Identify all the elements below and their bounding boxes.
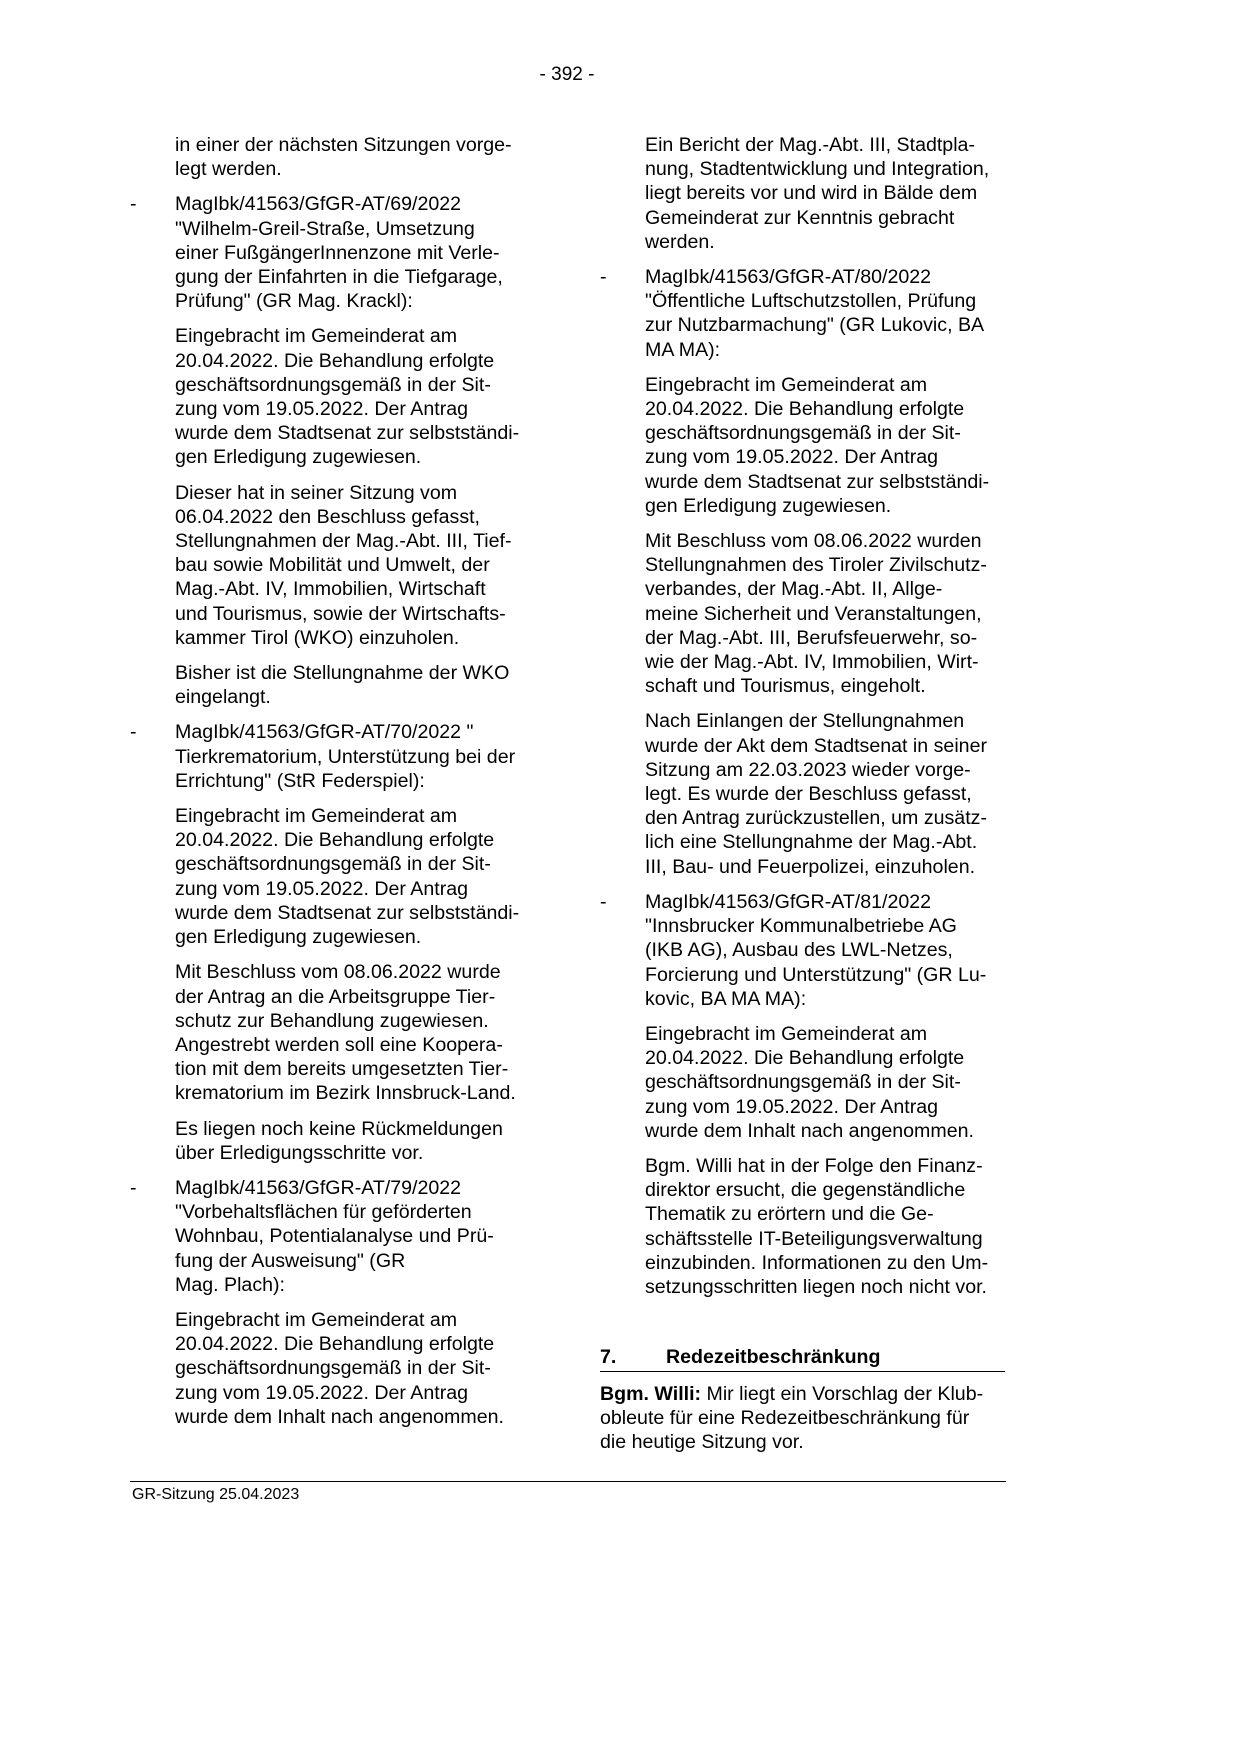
paragraph-line: Eingebracht im Gemeinderat am [645, 1022, 928, 1045]
paragraph-line: liegt bereits vor und wird in Bälde dem [645, 182, 978, 205]
list-item [130, 1176, 550, 1297]
paragraph-line: Gemeinderat zur Kenntnis gebracht [645, 206, 955, 229]
paragraph-line: Mag. Plach): [175, 1273, 285, 1296]
paragraph-line: Eingebracht im Gemeinderat am [175, 805, 458, 828]
paragraph-line: Forcierung und Unterstützung" (GR Lu- [645, 963, 987, 986]
paragraph-line: Es liegen noch keine Rückmeldungen [175, 1117, 503, 1140]
paragraph-line: MagIbk/41563/GfGR-AT/79/2022 [175, 1176, 462, 1199]
paragraph-line: wurde dem Inhalt nach angenommen. [645, 1119, 974, 1142]
paragraph-line: verbandes, der Mag.-Abt. II, Allge- [645, 578, 943, 601]
paragraph-line: zung vom 19.05.2022. Der Antrag [175, 398, 469, 421]
paragraph-line: lich eine Stellungnahme der Mag.-Abt. [645, 831, 978, 854]
paragraph-line: (IKB AG), Ausbau des LWL-Netzes, [645, 939, 953, 962]
paragraph-line: in einer der nächsten Sitzungen vorge- [175, 134, 512, 156]
paragraph-line: der Antrag an die Arbeitsgruppe Tier- [175, 985, 496, 1008]
paragraph-line: schutz zur Behandlung zugewiesen. [175, 1009, 489, 1032]
paragraph-line: zung vom 19.05.2022. Der Antrag [175, 1381, 469, 1404]
paragraph-line: Mir liegt ein Vorschlag der Klub- [701, 1383, 984, 1405]
paragraph [600, 373, 1020, 518]
paragraph-line: geschäftsordnungsgemäß in der Sit- [175, 853, 491, 876]
page-number: - 392 - [539, 64, 595, 85]
paragraph-line: Wohnbau, Potentialanalyse und Prü- [175, 1225, 494, 1248]
list-dash: - [130, 721, 137, 744]
paragraph-line: gen Erledigung zugewiesen. [645, 494, 892, 517]
section-title: Redezeitbeschränkung [666, 1346, 881, 1368]
speaker-name: Bgm. Willi: [600, 1383, 702, 1405]
paragraph [130, 1308, 550, 1429]
list-item [600, 265, 1020, 362]
paragraph-line: zung vom 19.05.2022. Der Antrag [175, 877, 469, 900]
paragraph-line: Errichtung" (StR Federspiel): [175, 769, 425, 792]
list-dash: - [600, 890, 607, 913]
paragraph-line: der Mag.-Abt. III, Berufsfeuerwehr, so- [645, 626, 978, 649]
list-item [130, 192, 550, 313]
paragraph-line: zung vom 19.05.2022. Der Antrag [645, 446, 939, 469]
list-dash: - [130, 193, 137, 216]
list-item [130, 720, 550, 793]
paragraph-line: Mit Beschluss vom 08.06.2022 wurden [645, 530, 982, 553]
paragraph-line: einzubinden. Informationen zu den Um- [645, 1251, 989, 1274]
paragraph-line: geschäftsordnungsgemäß in der Sit- [175, 1357, 491, 1380]
paragraph [130, 133, 550, 181]
section-heading [600, 1345, 1005, 1372]
paragraph-line: III, Bau- und Feuerpolizei, einzuholen. [645, 855, 976, 878]
paragraph-line: Sitzung am 22.03.2023 wieder vorge- [645, 758, 971, 781]
paragraph-line: MagIbk/41563/GfGR-AT/80/2022 [645, 266, 932, 289]
left-column [130, 133, 550, 1440]
paragraph-line: gen Erledigung zugewiesen. [175, 446, 422, 469]
paragraph-line: 20.04.2022. Die Behandlung erfolgte [175, 829, 495, 852]
paragraph-line: kammer Tirol (WKO) einzuholen. [175, 626, 460, 649]
paragraph-line: eingelangt. [175, 686, 271, 709]
paragraph-line: Tierkrematorium, Unterstützung bei der [175, 745, 516, 768]
paragraph-line: die heutige Sitzung vor. [600, 1431, 804, 1454]
paragraph-line: Nach Einlangen der Stellungnahmen [645, 710, 965, 733]
paragraph-line: Stellungnahmen der Mag.-Abt. III, Tief- [175, 530, 512, 553]
paragraph [600, 133, 1020, 254]
paragraph-line: geschäftsordnungsgemäß in der Sit- [645, 422, 961, 445]
paragraph-line: wurde dem Stadtsenat zur selbstständi- [175, 422, 520, 445]
paragraph-line: schaft und Tourismus, eingeholt. [645, 675, 926, 698]
paragraph-line: Eingebracht im Gemeinderat am [645, 373, 928, 396]
paragraph [130, 960, 550, 1105]
paragraph-line: legt. Es wurde der Beschluss gefasst, [645, 783, 972, 806]
paragraph-line: Angestrebt werden soll eine Koopera- [175, 1033, 503, 1056]
paragraph-line: wurde dem Stadtsenat zur selbstständi- [645, 470, 990, 493]
paragraph-line: und Tourismus, sowie der Wirtschafts- [175, 602, 506, 625]
paragraph-line: Bisher ist die Stellungnahme der WKO [175, 662, 510, 685]
paragraph-line: MagIbk/41563/GfGR-AT/70/2022 " [175, 721, 474, 744]
paragraph-line: über Erledigungsschritte vor. [175, 1141, 424, 1164]
paragraph-line: 06.04.2022 den Beschluss gefasst, [175, 505, 481, 528]
paragraph-line: zung vom 19.05.2022. Der Antrag [645, 1095, 939, 1118]
paragraph-line: schäftsstelle IT-Beteiligungsverwaltung [645, 1227, 983, 1250]
closing-paragraph [600, 1382, 1020, 1455]
paragraph-line: Eingebracht im Gemeinderat am [175, 325, 458, 348]
paragraph-line: direktor ersucht, die gegenständliche [645, 1179, 966, 1202]
paragraph-line: "Innsbrucker Kommunalbetriebe AG [645, 915, 957, 938]
paragraph-line: Bgm. Willi hat in der Folge den Finanz- [645, 1154, 983, 1177]
paragraph-line: gen Erledigung zugewiesen. [175, 926, 422, 949]
paragraph-line: wie der Mag.-Abt. IV, Immobilien, Wirt- [645, 651, 979, 674]
footer-text: GR-Sitzung 25.04.2023 [132, 1486, 300, 1503]
paragraph [130, 661, 550, 709]
paragraph-line: setzungsschritten liegen noch nicht vor. [645, 1275, 988, 1298]
paragraph [600, 709, 1020, 878]
list-dash: - [600, 266, 607, 289]
paragraph-line: werden. [645, 230, 715, 253]
paragraph-line: wurde dem Inhalt nach angenommen. [175, 1405, 504, 1428]
paragraph [130, 804, 550, 949]
paragraph-line: "Vorbehaltsflächen für geförderten [175, 1201, 472, 1224]
paragraph [600, 1022, 1020, 1143]
paragraph-line: Mit Beschluss vom 08.06.2022 wurde [175, 961, 501, 984]
list-dash: - [130, 1176, 137, 1199]
paragraph-line: wurde der Akt dem Stadtsenat in seiner [645, 734, 987, 757]
paragraph-line: "Wilhelm-Greil-Straße, Umsetzung [175, 217, 475, 240]
paragraph [600, 1154, 1020, 1299]
paragraph-line: "Öffentliche Luftschutzstollen, Prüfung [645, 290, 977, 313]
footer-divider [130, 1481, 1006, 1482]
paragraph-line: legt werden. [175, 158, 282, 181]
paragraph-line: Eingebracht im Gemeinderat am [175, 1308, 458, 1331]
paragraph-line: Ein Bericht der Mag.-Abt. III, Stadtpla- [645, 134, 975, 156]
paragraph-line: meine Sicherheit und Veranstaltungen, [645, 602, 982, 625]
paragraph-line: Mag.-Abt. IV, Immobilien, Wirtschaft [175, 578, 486, 601]
paragraph-line: Dieser hat in seiner Sitzung vom [175, 481, 458, 504]
paragraph-line: bau sowie Mobilität und Umwelt, der [175, 554, 490, 577]
paragraph-line: einer FußgängerInnenzone mit Verle- [175, 241, 500, 264]
paragraph-line: wurde dem Stadtsenat zur selbstständi- [175, 901, 520, 924]
paragraph-line: MA MA): [645, 338, 721, 361]
paragraph-line: MagIbk/41563/GfGR-AT/69/2022 [175, 193, 462, 216]
paragraph-line: kovic, BA MA MA): [645, 987, 807, 1010]
paragraph-line: krematorium im Bezirk Innsbruck-Land. [175, 1082, 516, 1105]
paragraph-line: 20.04.2022. Die Behandlung erfolgte [175, 1333, 495, 1356]
section-number: 7. [600, 1346, 617, 1368]
paragraph-line: Thematik zu erörtern und die Ge- [645, 1203, 934, 1226]
paragraph-line: 20.04.2022. Die Behandlung erfolgte [175, 349, 495, 372]
paragraph-line: MagIbk/41563/GfGR-AT/81/2022 [645, 890, 932, 913]
paragraph [130, 324, 550, 469]
paragraph-line: zur Nutzbarmachung" (GR Lukovic, BA [645, 314, 985, 337]
paragraph-line: geschäftsordnungsgemäß in der Sit- [175, 373, 491, 396]
paragraph-line: nung, Stadtentwicklung und Integration, [645, 158, 990, 181]
paragraph-line: gung der Einfahrten in die Tiefgarage, [175, 266, 503, 289]
paragraph-line: den Antrag zurückzustellen, um zusätz- [645, 807, 987, 830]
paragraph [130, 481, 550, 650]
paragraph-line: geschäftsordnungsgemäß in der Sit- [645, 1071, 961, 1094]
paragraph-line: fung der Ausweisung" (GR [175, 1249, 406, 1272]
paragraph-line: tion mit dem bereits umgesetzten Tier- [175, 1058, 509, 1081]
paragraph [130, 1117, 550, 1165]
paragraph-line: 20.04.2022. Die Behandlung erfolgte [645, 398, 965, 421]
paragraph-line: Stellungnahmen des Tiroler Zivilschutz- [645, 554, 987, 577]
paragraph-line: 20.04.2022. Die Behandlung erfolgte [645, 1047, 965, 1070]
paragraph [600, 529, 1020, 698]
right-column [600, 133, 1020, 1310]
list-item [600, 890, 1020, 1011]
paragraph-line: obleute für eine Redezeitbeschränkung für [600, 1407, 970, 1430]
paragraph-line: Prüfung" (GR Mag. Krackl): [175, 290, 413, 313]
